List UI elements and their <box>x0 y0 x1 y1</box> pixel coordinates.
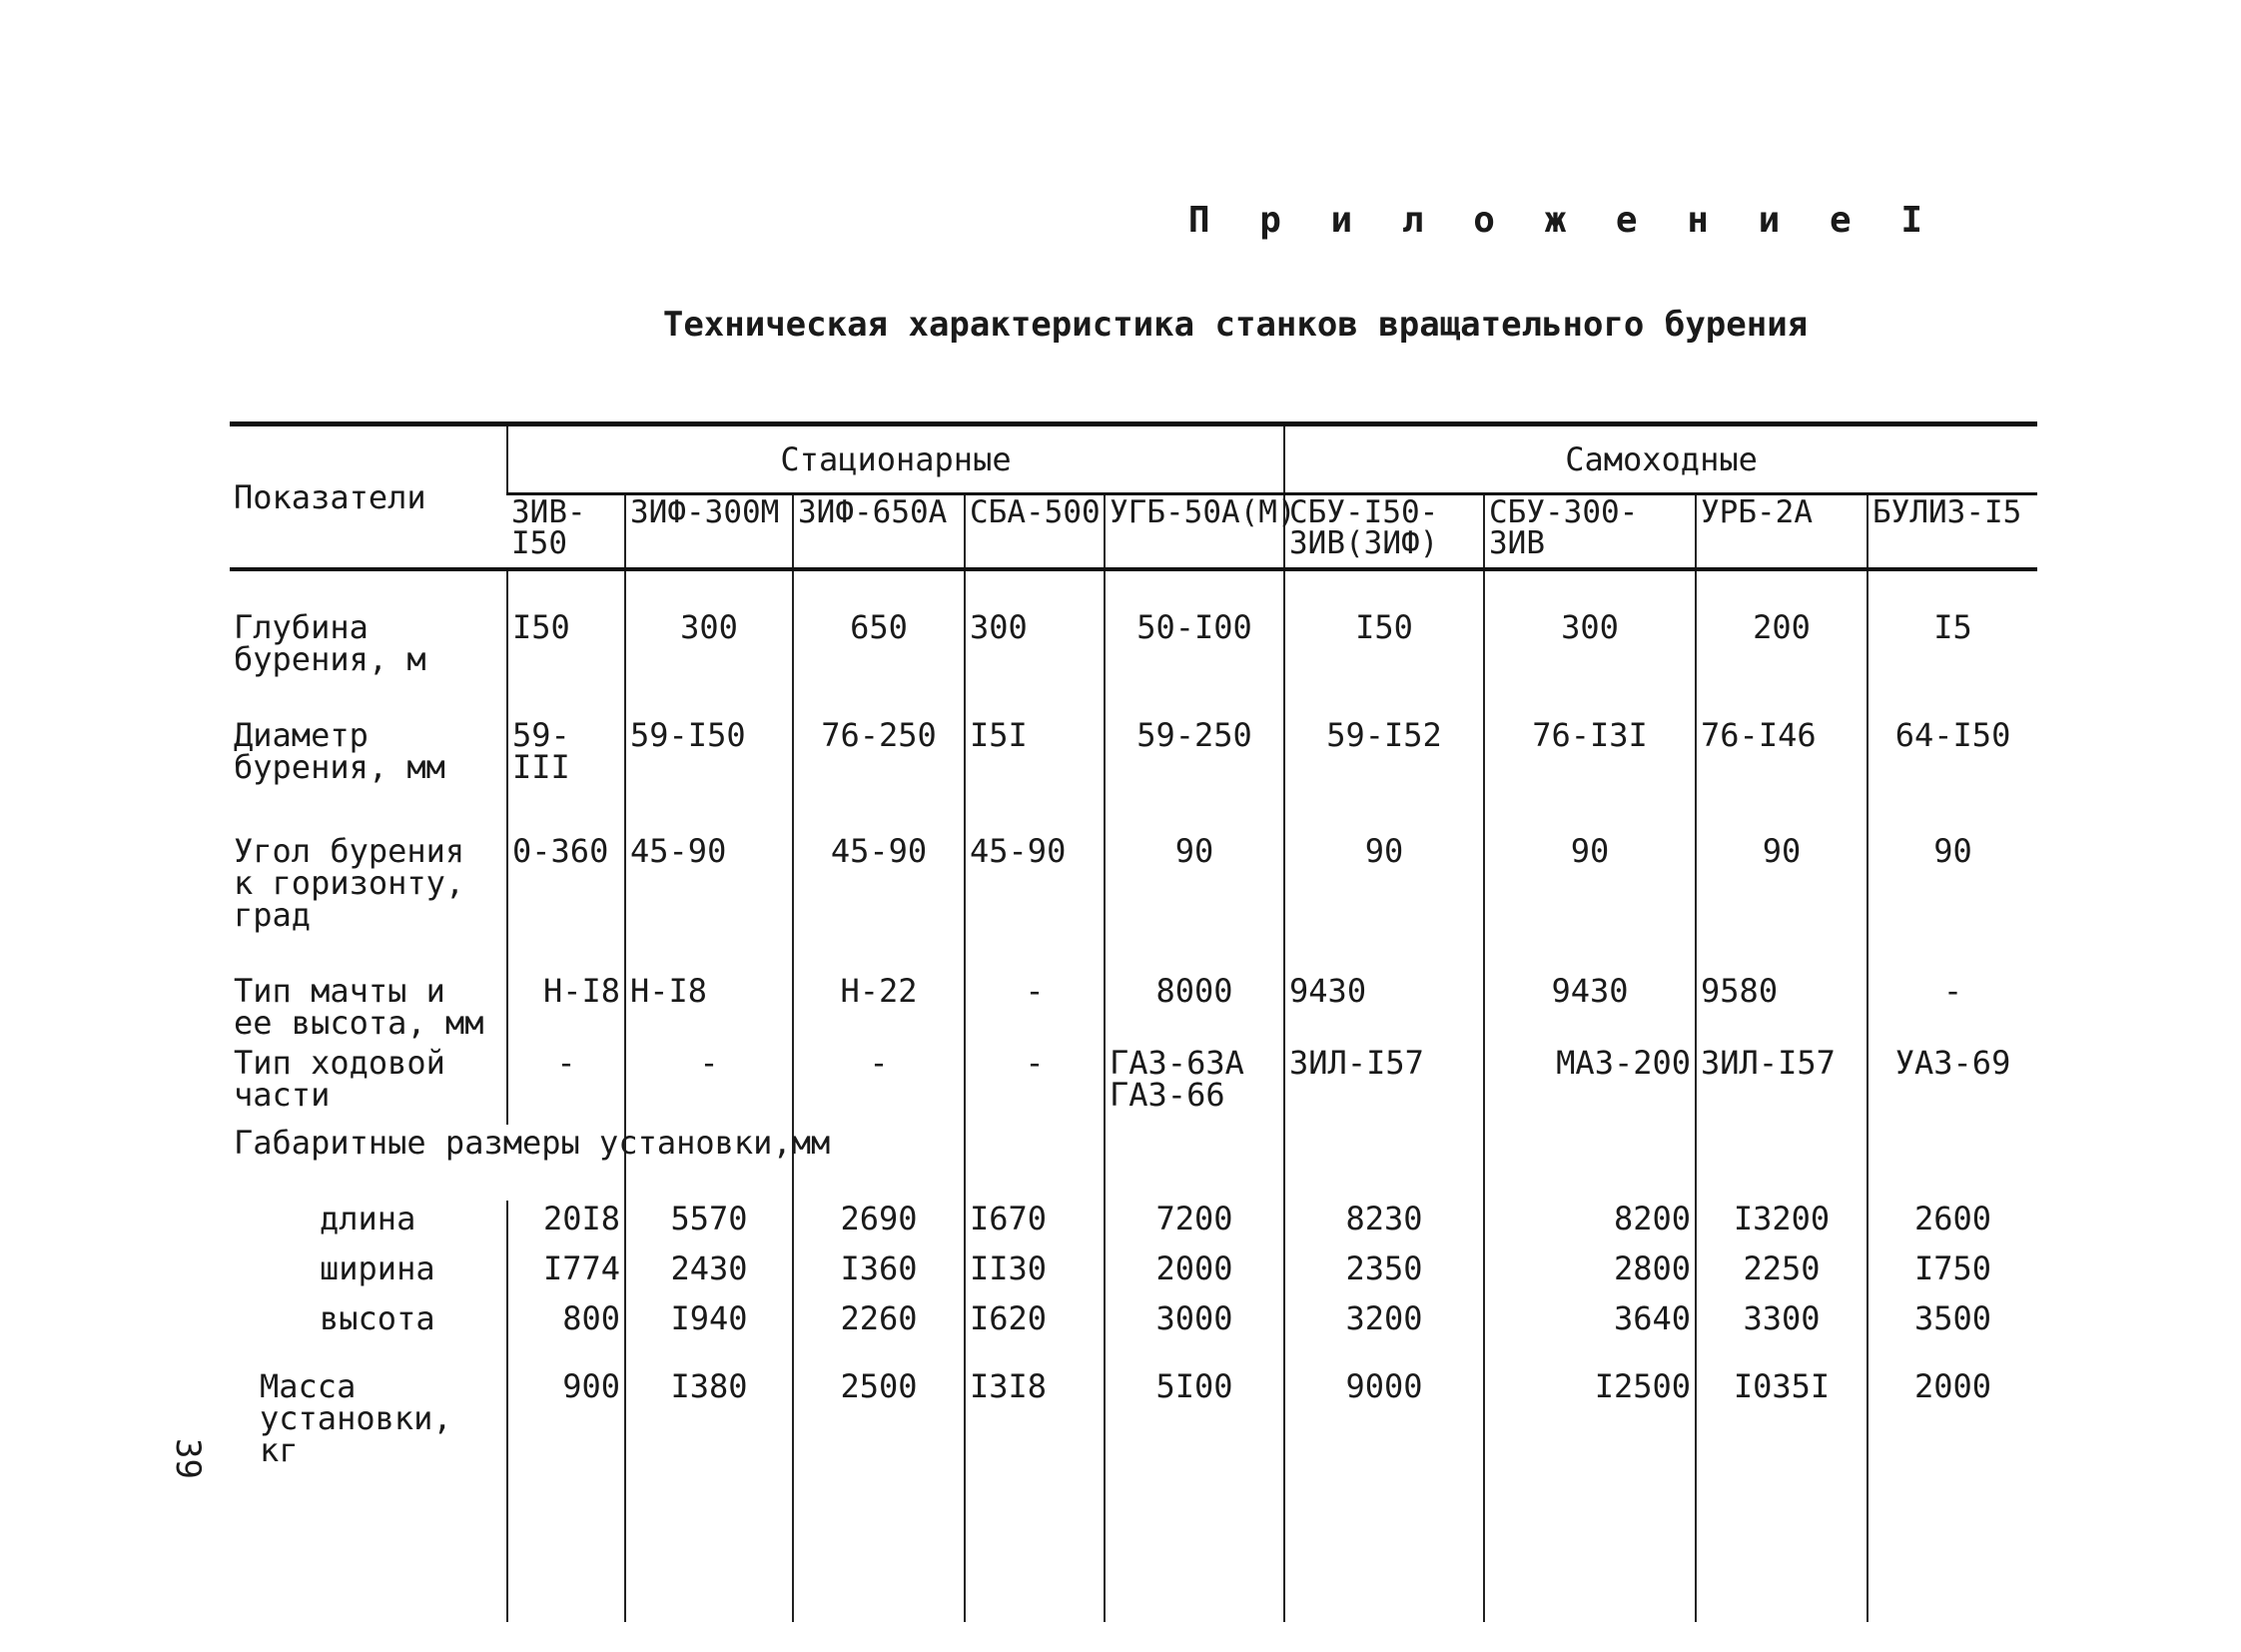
table-cell: I50 <box>1284 569 1484 689</box>
table-cell: 9000 <box>1284 1350 1484 1468</box>
table-cell: Н-22 <box>793 955 965 1041</box>
table-cell: 200 <box>1696 569 1868 689</box>
table-cell: 2350 <box>1284 1250 1484 1300</box>
appendix-heading: П р и л о ж е н и е I <box>1187 200 1936 241</box>
table-cell: ГАЗ-63А ГАЗ-66 <box>1105 1041 1284 1125</box>
table-cell: I620 <box>965 1300 1105 1350</box>
table-cell: 76-250 <box>793 689 965 821</box>
table-cell: 5570 <box>625 1201 793 1250</box>
table-cell: 45-90 <box>625 821 793 955</box>
table-cell: 64-I50 <box>1868 689 2037 821</box>
row-label: ширина <box>320 1249 435 1287</box>
model-header: БУЛИЗ-I5 <box>1868 494 2037 570</box>
table-cell: 9430 <box>1484 955 1696 1041</box>
table-cell: I50 <box>507 569 625 689</box>
model-header: УГБ-50А(М) <box>1105 494 1284 570</box>
model-header: СБУ-300-ЗИВ <box>1484 494 1696 570</box>
table-cell: - <box>793 1041 965 1125</box>
table-cell: I670 <box>965 1201 1105 1250</box>
table-cell: I940 <box>625 1300 793 1350</box>
table-cell: I5 <box>1868 569 2037 689</box>
table-cell: 2250 <box>1696 1250 1868 1300</box>
table-cell: 3640 <box>1484 1300 1696 1350</box>
table-cell: II30 <box>965 1250 1105 1300</box>
table-row-diameter <box>230 689 2037 821</box>
table-cell: ЗИЛ-I57 <box>1284 1041 1484 1125</box>
table-cell: 9430 <box>1284 955 1484 1041</box>
table-cell: 76-I3I <box>1484 689 1696 821</box>
table-cell: I380 <box>625 1350 793 1468</box>
table-row-dimensions-heading <box>230 1125 2037 1201</box>
table-spacer-row <box>230 1468 2037 1622</box>
indicators-header: Показатели <box>230 424 507 570</box>
table-row-depth <box>230 569 2037 689</box>
table-cell: 90 <box>1696 821 1868 955</box>
table-cell: Н-I8 <box>507 955 625 1041</box>
table-cell: 300 <box>1484 569 1696 689</box>
page-number: 39 <box>168 1438 208 1479</box>
table-cell: 3300 <box>1696 1300 1868 1350</box>
table-cell: 3200 <box>1284 1300 1484 1350</box>
row-label: Масса установки, кг <box>260 1367 452 1469</box>
table-cell: 2430 <box>625 1250 793 1300</box>
table-cell: 45-90 <box>965 821 1105 955</box>
table-cell: 8200 <box>1484 1201 1696 1250</box>
table-cell: 800 <box>507 1300 625 1350</box>
table-cell: 90 <box>1105 821 1284 955</box>
table-cell: 20I8 <box>507 1201 625 1250</box>
table-cell: 0-360 <box>507 821 625 955</box>
table-cell: 90 <box>1868 821 2037 955</box>
stationary-group-header: Стационарные <box>507 424 1284 494</box>
table-cell: 7200 <box>1105 1201 1284 1250</box>
table-cell: 300 <box>965 569 1105 689</box>
table-row-mass <box>230 1350 2037 1468</box>
table-cell: I750 <box>1868 1250 2037 1300</box>
table-cell: - <box>1868 955 2037 1041</box>
row-label: Тип ходовой части <box>234 1044 445 1114</box>
table-cell: 2000 <box>1868 1350 2037 1468</box>
table-cell: Н-I8 <box>625 955 793 1041</box>
table-cell: 900 <box>507 1350 625 1468</box>
table-cell: 2260 <box>793 1300 965 1350</box>
table-cell: I035I <box>1696 1350 1868 1468</box>
table-cell: 90 <box>1284 821 1484 955</box>
table-row-mast <box>230 955 2037 1041</box>
model-header: УРБ-2А <box>1696 494 1868 570</box>
row-label: Тип мачты и ее высота, мм <box>234 972 484 1042</box>
row-label: Угол бурения к горизонту, град <box>234 832 465 934</box>
document-title: Техническая характеристика станков вращательного бурения <box>662 305 1809 345</box>
table-cell: I3I8 <box>965 1350 1105 1468</box>
table-cell: 59-I52 <box>1284 689 1484 821</box>
table-cell: - <box>965 955 1105 1041</box>
model-header: СБА-500 <box>965 494 1105 570</box>
row-label: Диаметр бурения, мм <box>234 716 445 786</box>
table-cell: 2000 <box>1105 1250 1284 1300</box>
table-cell: 2500 <box>793 1350 965 1468</box>
row-label: Глубина бурения, м <box>234 608 426 678</box>
table-cell: 2690 <box>793 1201 965 1250</box>
table-cell: 2800 <box>1484 1250 1696 1300</box>
specification-table <box>230 421 2037 1622</box>
table-cell: 300 <box>625 569 793 689</box>
table-cell: 650 <box>793 569 965 689</box>
table-cell: I360 <box>793 1250 965 1300</box>
model-header: ЗИФ-650А <box>793 494 965 570</box>
table-cell: I3200 <box>1696 1201 1868 1250</box>
self-propelled-group-header: Самоходные <box>1284 424 2037 494</box>
table-cell: 76-I46 <box>1696 689 1868 821</box>
table-row-length <box>230 1201 2037 1250</box>
table-cell: I774 <box>507 1250 625 1300</box>
model-header: СБУ-I50-ЗИВ(ЗИФ) <box>1284 494 1484 570</box>
table-cell: 59-250 <box>1105 689 1284 821</box>
model-header: ЗИВ-I50 <box>507 494 625 570</box>
table-cell: 8000 <box>1105 955 1284 1041</box>
row-label: длина <box>320 1200 416 1238</box>
table-cell: 9580 <box>1696 955 1868 1041</box>
table-cell: ЗИЛ-I57 <box>1696 1041 1868 1125</box>
table-cell: 50-I00 <box>1105 569 1284 689</box>
table-cell: 59-I50 <box>625 689 793 821</box>
row-label: высота <box>320 1299 435 1337</box>
table-cell: 90 <box>1484 821 1696 955</box>
table-cell: 2600 <box>1868 1201 2037 1250</box>
row-label: Габаритные размеры установки,мм <box>234 1124 831 1162</box>
table-row-chassis <box>230 1041 2037 1125</box>
table-row-angle <box>230 821 2037 955</box>
table-cell: МАЗ-200 <box>1484 1041 1696 1125</box>
table-cell: 8230 <box>1284 1201 1484 1250</box>
table-cell: I2500 <box>1484 1350 1696 1468</box>
table-cell: 59-III <box>507 689 625 821</box>
table-cell: 5I00 <box>1105 1350 1284 1468</box>
table-cell: - <box>507 1041 625 1125</box>
table-cell: - <box>625 1041 793 1125</box>
table-cell: 3000 <box>1105 1300 1284 1350</box>
model-header: ЗИФ-300М <box>625 494 793 570</box>
table-cell: 45-90 <box>793 821 965 955</box>
table-cell: I5I <box>965 689 1105 821</box>
table-cell: УАЗ-69 <box>1868 1041 2037 1125</box>
group-header-row <box>230 424 2037 494</box>
table-cell: 3500 <box>1868 1300 2037 1350</box>
table-cell: - <box>965 1041 1105 1125</box>
table-row-height <box>230 1300 2037 1350</box>
table-row-width <box>230 1250 2037 1300</box>
